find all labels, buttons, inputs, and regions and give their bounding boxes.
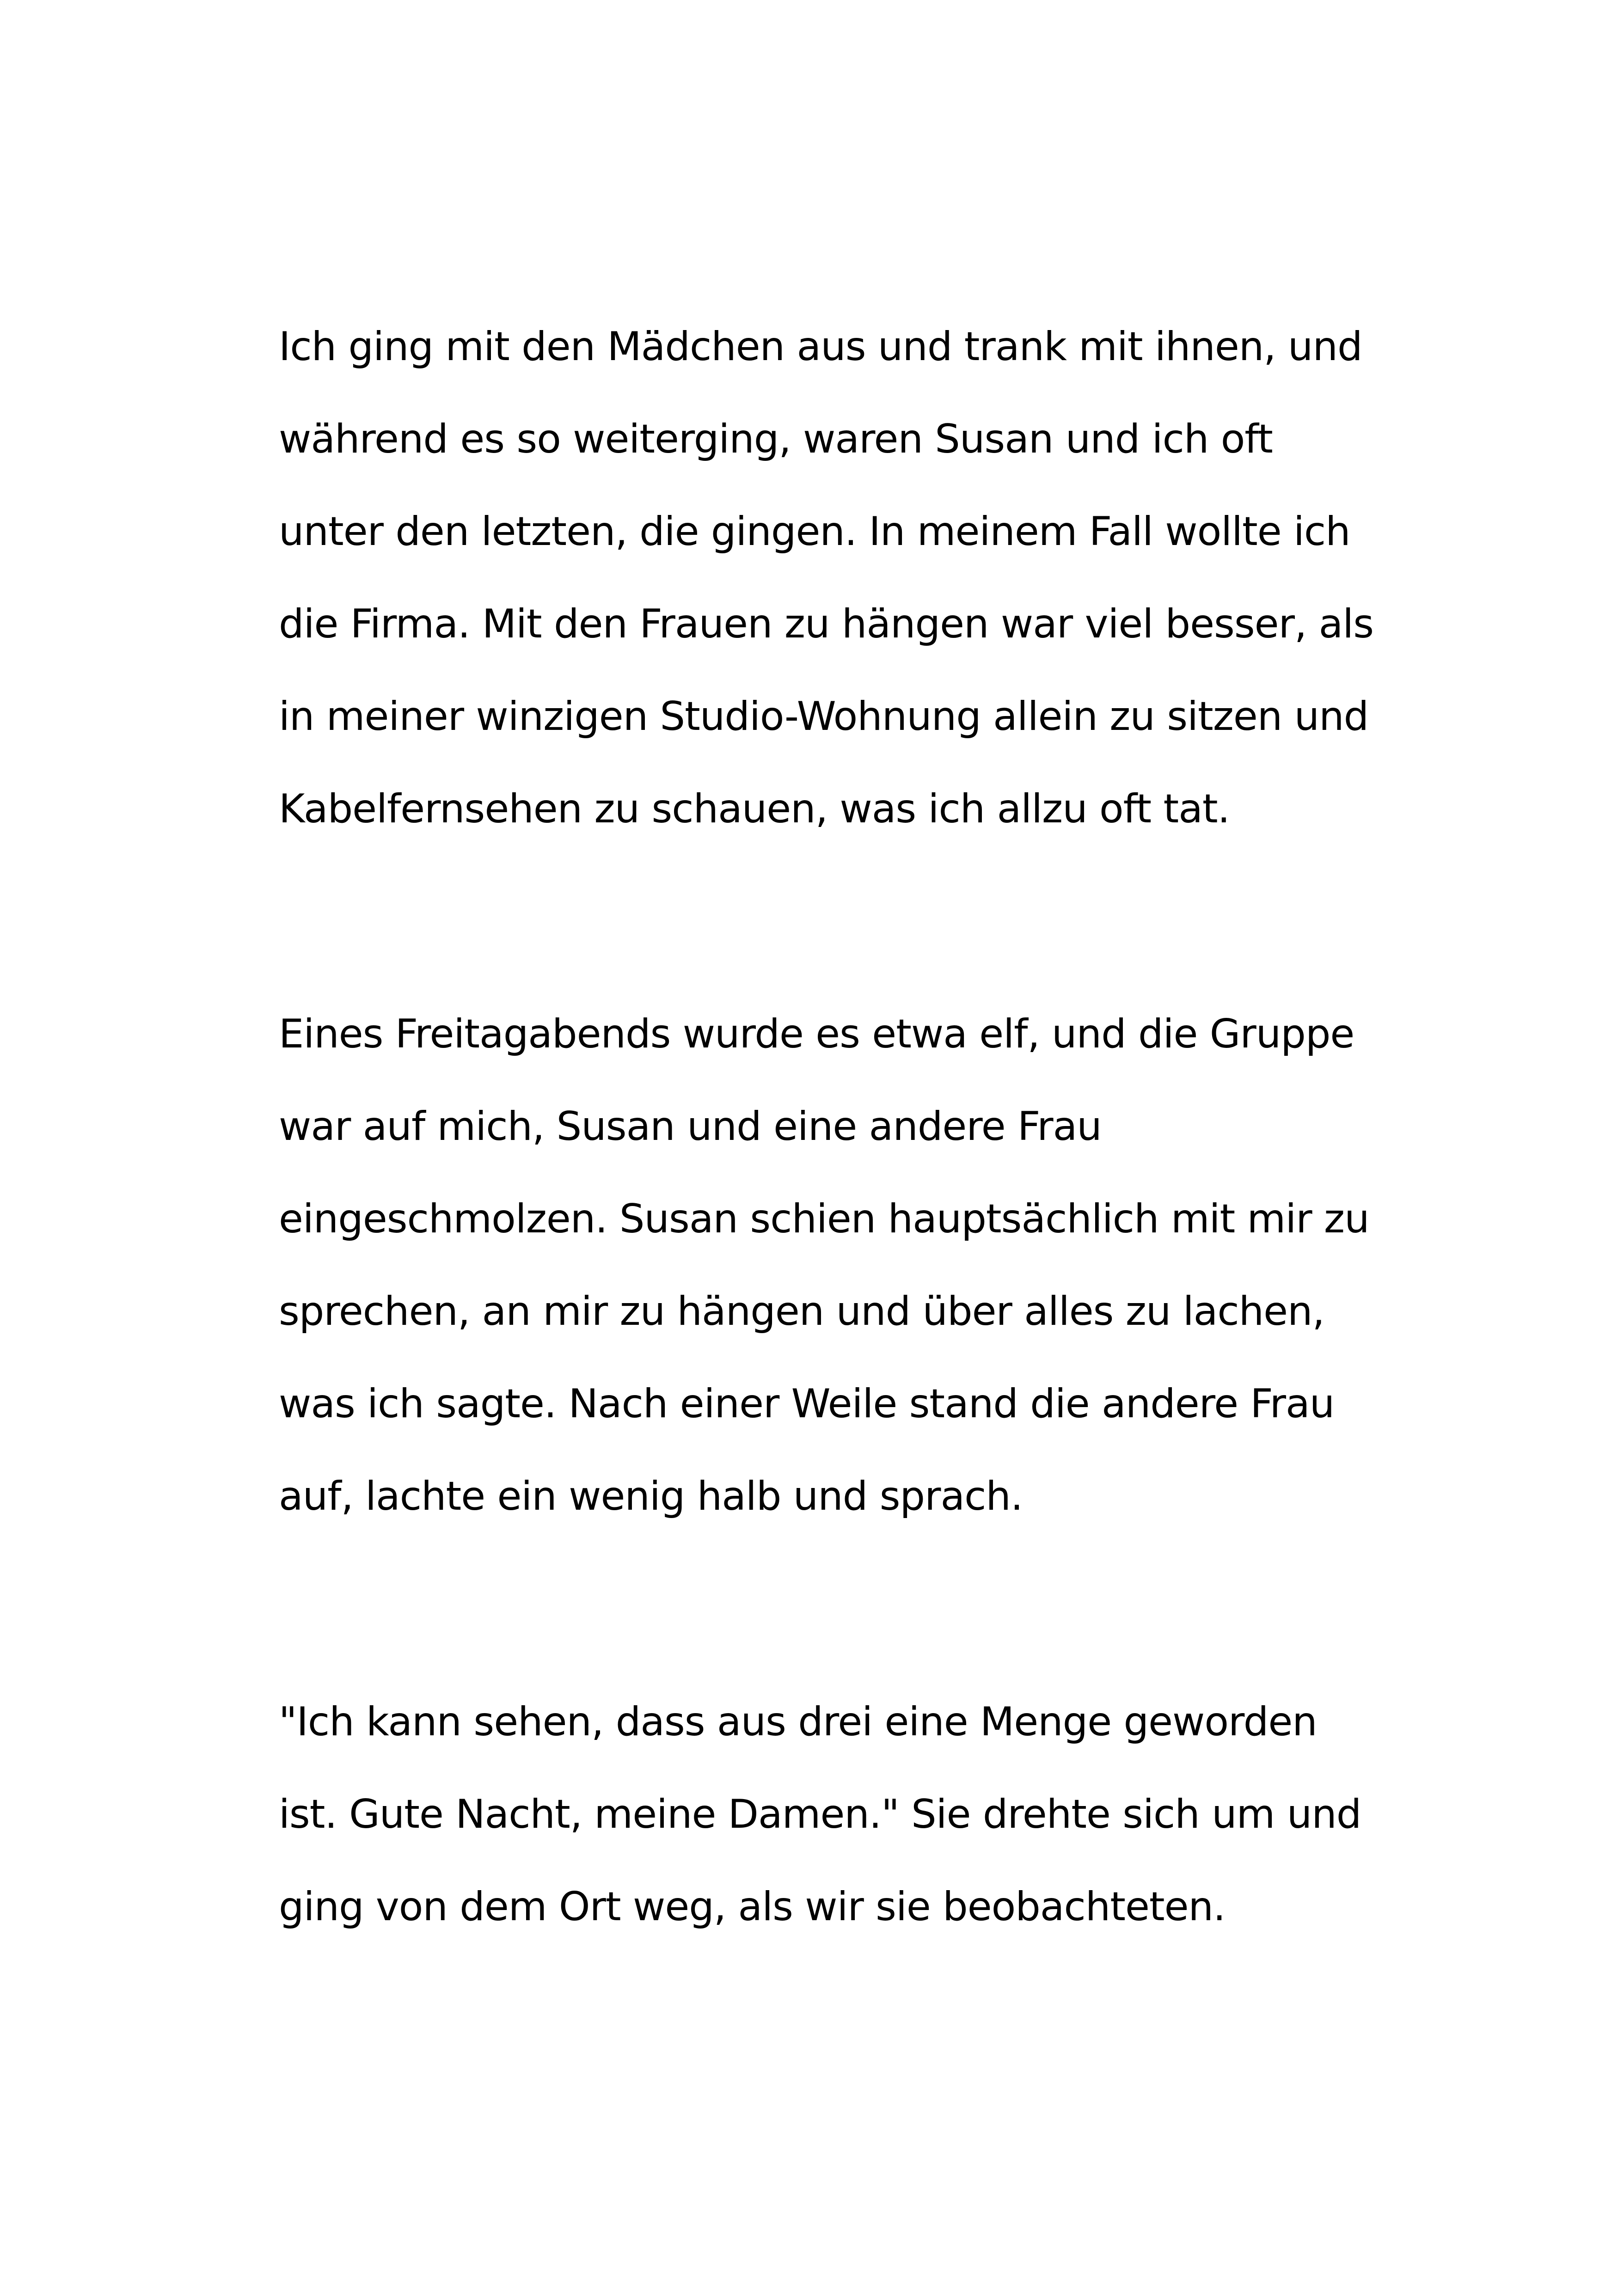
paragraph-line: Kabelfernsehen zu schauen, was ich allzu oft tat. (279, 786, 1230, 832)
paragraph-line: was ich sagte. Nach einer Weile stand die andere Frau (279, 1381, 1335, 1427)
paragraph-line: in meiner winzigen Studio-Wohnung allein zu sitzen und (279, 693, 1369, 740)
paragraph-line: unter den letzten, die gingen. In meinem Fall wollte ich (279, 508, 1350, 555)
paragraph-line: Ich ging mit den Mädchen aus und trank mit ihnen, und (279, 324, 1362, 370)
paragraph-line: die Firma. Mit den Frauen zu hängen war viel besser, als (279, 601, 1373, 647)
paragraph-line: während es so weiterging, waren Susan und ich oft (279, 416, 1273, 462)
paragraph-line: war auf mich, Susan und eine andere Frau (279, 1103, 1102, 1150)
paragraph-line: eingeschmolzen. Susan schien hauptsächlich mit mir zu (279, 1196, 1369, 1242)
paragraph-line: ist. Gute Nacht, meine Damen." Sie drehte sich um und (279, 1791, 1361, 1837)
paragraph-line: ging von dem Ort weg, als wir sie beobachteten. (279, 1884, 1226, 1930)
paragraph-line: sprechen, an mir zu hängen und über alles zu lachen, (279, 1288, 1324, 1335)
paragraph-line: auf, lachte ein wenig halb und sprach. (279, 1473, 1023, 1519)
paragraph-line: Eines Freitagabends wurde es etwa elf, und die Gruppe (279, 1011, 1354, 1057)
paragraph-line: "Ich kann sehen, dass aus drei eine Menge geworden (279, 1699, 1317, 1745)
